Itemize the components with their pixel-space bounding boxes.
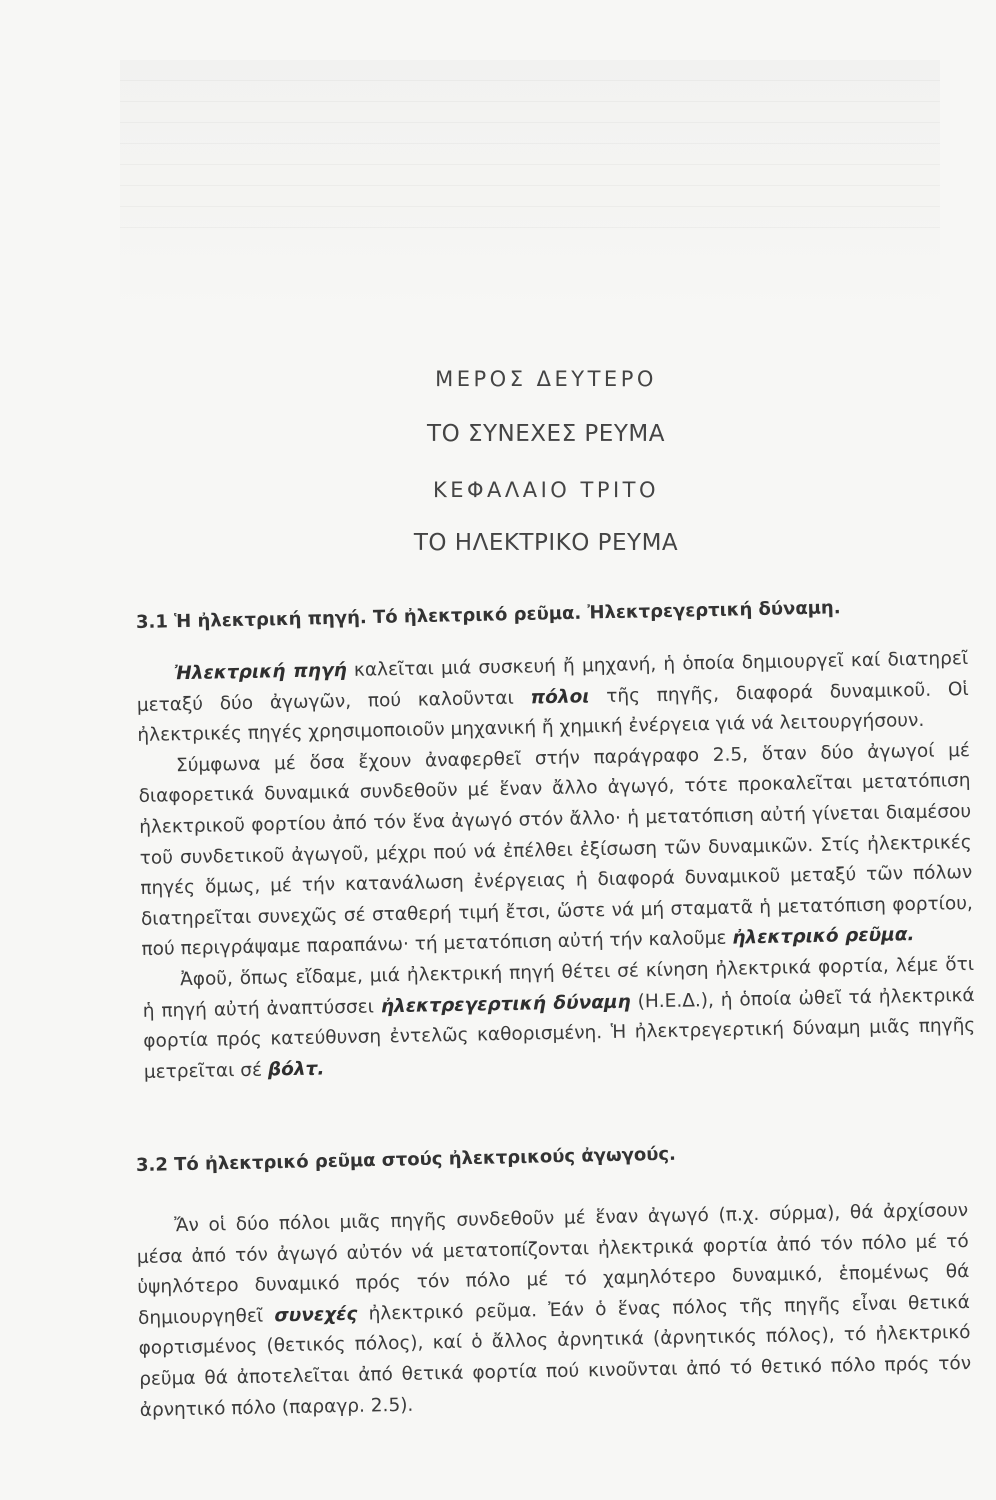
bleed-through-shadow	[120, 60, 940, 310]
text-run: τῆς πηγῆς, διαφορά δυναμικοῦ. Οἱ ἠλεκτρικές πηγές χρησιμοποιοῦν μηχανική ἤ χημική ἐνέργεια γιά νά λειτουργήσουν.	[137, 678, 969, 747]
paragraph	[138, 736, 974, 966]
paragraph	[142, 950, 976, 1088]
section-3-1-heading: 3.1 Ἡ ἠλεκτρική πηγή. Τό ἠλεκτρικό ρεῦμα. Ἠλεκτρεγερτική δύναμη.	[135, 597, 841, 633]
part-heading: ΜΕΡΟΣ ΔΕΥΤΕΡΟ	[435, 367, 657, 391]
text-run: Ἄν οἱ δύο πόλοι μιᾶς πηγῆς συνδεθοῦν μέ ἕναν ἀγωγό (π.χ. σύρμα), θά ἀρχίσουν μέσα ἀπό τόν ἀγωγό αὐτόν νά μετατοπίζονται ἠλεκτρικά φορτία ἀπό τόν πόλο μέ τό ὑψηλότερο δυναμικό πρός τόν πόλο μέ τό χαμηλότερο δυναμικό, ἑπομένως θά δημιουργηθεῖ	[136, 1200, 970, 1329]
text-run: καλεῖται μιά συσκευή ἤ μηχανή, ἡ ὁποία δημιουργεῖ καί διατηρεῖ μεταξύ δύο ἀγωγῶν, πού καλοῦνται	[136, 648, 969, 716]
emphasis-term: πόλοι	[530, 685, 590, 709]
emphasis-term: συνεχές	[274, 1303, 358, 1327]
section-3-2-heading: 3.2 Τό ἠλεκτρικό ρεῦμα στούς ἠλεκτρικούς ἀγωγούς.	[135, 1143, 677, 1176]
emphasis-term: ἠλεκτρεγερτική δύναμη	[380, 991, 631, 1017]
chapter-title: ΤΟ ΗΛΕΚΤΡΙΚΟ ΡΕΥΜΑ	[413, 530, 679, 556]
part-title: ΤΟ ΣΥΝΕΧΕΣ ΡΕΥΜΑ	[427, 421, 665, 447]
emphasis-term: ἠλεκτρικό ρεῦμα.	[732, 924, 915, 949]
chapter-heading: ΚΕΦΑΛΑΙΟ ΤΡΙΤΟ	[432, 478, 660, 502]
text-run: Ἀφοῦ, ὅπως εἴδαμε, μιά ἠλεκτρική πηγή θέτει σέ κίνηση ἠλεκτρικά φορτία, λέμε ὅτι ἡ πηγή αὐτή ἀναπτύσσει	[142, 953, 975, 1022]
paragraph	[136, 644, 970, 752]
emphasis-term: βόλτ.	[267, 1058, 325, 1081]
paragraph	[136, 1196, 972, 1426]
section-3-1-body	[136, 644, 976, 1088]
emphasis-term: Ἠλεκτρική πηγή	[174, 659, 347, 685]
text-run: ἠλεκτρικό ρεῦμα. Ἐάν ὁ ἕνας πόλος τῆς πηγῆς εἶναι θετικά φορτισμένος (θετικός πόλος), καί ὁ ἄλλος ἀρνητικά (ἀρνητικός πόλος), τό ἠλεκτρικό ρεῦμα θά ἀποτελεῖται ἀπό θετικά φορτία πού κινοῦνται ἀπό τό θετικό πόλο πρός τόν ἀρνητικό πόλο (παραγρ. 2.5).	[138, 1291, 972, 1421]
text-run: Σύμφωνα μέ ὅσα ἔχουν ἀναφερθεῖ στήν παράγραφο 2.5, ὅταν δύο ἀγωγοί μέ διαφορετικά δυναμικά συνδεθοῦν μέ ἕναν ἄλλο ἀγωγό, τότε προκαλεῖται μετατόπιση ἠλεκτρικοῦ φορτίου ἀπό τόν ἕνα ἀγωγό στόν ἄλλο· ἡ μετατόπιση αὐτή γίνεται διαμέσου τοῦ συνδετικοῦ ἀγωγοῦ, μέχρι πού νά ἐπέλθει ἐξίσωση τῶν δυναμικῶν. Στίς ἠλεκτρικές πηγές ὅμως, μέ τήν κατανάλωση ἐνέργειας ἡ διαφορά δυναμικοῦ μεταξύ τῶν πόλων διατηρεῖται συνεχῶς σέ σταθερή τιμή ἔτσι, ὥστε νά μή σταματᾶ ἡ μετατόπιση φορτίου, πού περιγράψαμε παραπάνω· τή μετατόπιση αὐτή τήν καλοῦμε	[138, 739, 974, 961]
text-run: (Η.Ε.Δ.), ἡ ὁποία ὠθεῖ τά ἠλεκτρικά φορτία πρός κατεύθυνση ἐντελῶς καθορισμένη. Ἡ ἠλεκτρεγερτική δύναμη μιᾶς πηγῆς μετρεῖται σέ	[143, 984, 976, 1083]
section-3-2-body	[136, 1196, 972, 1426]
